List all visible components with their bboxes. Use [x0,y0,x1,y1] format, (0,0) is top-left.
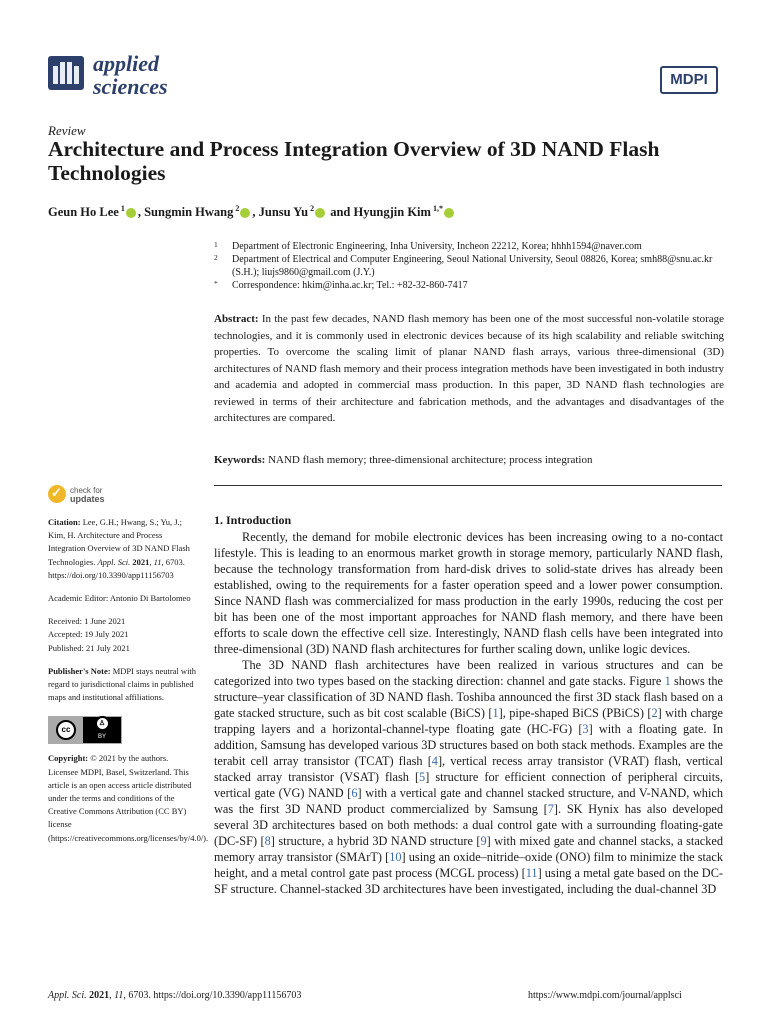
academic-editor: Academic Editor: Antonio Di Bartolomeo [48,593,191,604]
check-icon: ✓ [48,485,66,503]
author-affiliation-number: 2 [308,204,315,213]
reference-link[interactable]: 8 [264,834,271,848]
abstract-label: Abstract: [214,313,259,325]
publisher-name: MDPI [660,66,718,94]
reference-link[interactable]: 3 [582,722,589,736]
reference-link[interactable]: 2 [651,706,658,720]
abstract-text: In the past few decades, NAND flash memory has been one of the most successful non-volatile storage technologies, and it is commonly used in electronic devices because of its high scalability and reliable switching properties. To overcome the scaling limit of planar NAND flash arrays, various three-dimensional (3D) architectures of NAND flash memory and their process integration methods have been investigated in both industry and academia and adopted in commercial mass production. In this paper, 3D NAND flash technologies are reviewed in terms of their architecture and fabrication methods, and the advantages and disadvantages of the architectures are compared. [214,313,724,424]
reference-link[interactable]: 10 [389,850,402,864]
cc-by-license-badge[interactable]: cc ♙ BY [48,716,122,744]
affiliations [214,240,724,292]
author-affiliation-number: 1 [118,204,125,213]
reference-link[interactable]: 1 [492,706,499,720]
body-text [214,529,723,897]
author-name: Hyungjin Kim [353,205,431,220]
author-name: Sungmin Hwang [144,205,234,220]
article-title: Architecture and Process Integration Overview of 3D NAND Flash Technologies [48,137,660,185]
orcid-icon[interactable] [240,208,250,218]
journal-url-link[interactable]: https://www.mdpi.com/journal/applsci [528,990,682,1001]
keywords [214,452,724,468]
article-type: Review [48,123,86,138]
section-heading: 1. Introduction [214,513,292,527]
orcid-icon[interactable] [126,208,136,218]
divider [214,485,722,486]
keywords-text: NAND flash memory; three-dimensional architecture; process integration [268,454,593,466]
author-affiliation-number: 2 [233,204,240,213]
reference-link[interactable]: 5 [419,770,426,784]
reference-link[interactable]: 7 [547,802,554,816]
affiliation-item: 2 Department of Electrical and Computer Engineering, Seoul National University, Seoul 08826, Korea; smh88@snu.ac.kr (S.H.); liujs9860@gmail.com (J.Y.) [214,253,713,278]
journal-name: applied sciences [93,51,168,99]
paragraph: Recently, the demand for mobile electronic devices has been increasing owing to a no-contact lifestyle. This is leading to an enormous market growth in storage memory, particularly NAND flash, because the technology transformation from hard-disk drives to solid-state drives has already been established, owing to the requirements for a faster operation speed and a lower power consumption. Since NAND flash was commercialized for mass production in the early 1990s, reducing the cost per bit has been one of the most important approaches for NAND flash memory, and there have been efforts to scale down the effective cell size. Interestingly, NAND flash cells have been integrated into three-dimensional (3D) NAND flash architectures for further scaling down, unlike logic devices. [214,530,723,656]
reference-link[interactable]: 4 [431,754,438,768]
author-list: Geun Ho Lee $^1$ , Sungmin Hwang $^2$ , Junsu Yu $^2$ and Hyungjin Kim $^{1,*}$ [48,204,456,220]
sidebar-info [48,516,209,855]
paragraph: The 3D NAND flash architectures have been realized in various structures and can be categorized into two types based on the stacking direction: channel and gate stacks. Figure 1 shows the structure–year classification of 3D NAND flash. Toshiba announced the first 3D stack flash based on a gate stacked structure, such as bit cost scalable (BiCS) [1], pipe-shaped BiCS (PBiCS) [2] with charge trapping layers and a horizontal-channel-type floating gate (HC-FG) [3] with a floating gate. In addition, Samsung has developed various 3D structures based on both stack methods. Examples are the terabit cell array transistor (TCAT) flash [4], vertical recess array transistor (VRAT) flash, vertical stacked array transistor (VSAT) flash [5] structure for efficient connection of peripheral circuits, vertical gate (VG) NAND [6] with a vertical gate and channel stacked structure, and V-NAND, which was the first 3D NAND product commercialized by Samsung [7]. SK Hynix has also developed several 3D architectures based on both methods: a dual control gate with a surrounding floating-gate (DC-SF) [8] structure, a hybrid 3D NAND structure [9] with mixed gate and channel stacks, a stacked memory array transistor (SMArT) [10] using an oxide–nitride–oxide (ONO) film to minimize the stack height, and a metal control gate past process (MCGL process) [11] using a metal gate based on the DC-SF structure. Channel-stacked 3D architectures have been investigated, including the dual-channel 3D [214,658,724,896]
reference-link[interactable]: 1 [664,674,671,688]
citation: Citation: Lee, G.H.; Hwang, S.; Yu, J.; Kim, H. Architecture and Process Integration Overview of 3D NAND Flash Technologies. Appl. Sci. 2021, 11, 6703. https://doi.org/10.3390/app11156703 [48,517,190,580]
publisher-logo [660,66,718,94]
author-name: Junsu Yu [258,205,309,220]
orcid-icon[interactable] [444,208,454,218]
dates: Received: 1 June 2021 Accepted: 19 July 2021 Published: 21 July 2021 [48,616,130,653]
publisher-note: Publisher's Note: MDPI stays neutral with regard to jurisdictional claims in published maps and institutional affiliations. [48,665,197,703]
copyright: Copyright: © 2021 by the authors. Licensee MDPI, Basel, Switzerland. This article is an open access article distributed under the terms and conditions of the Creative Commons Attribution (CC BY) license (https://creativecommons.org/licenses/by/4.0/). [48,753,209,843]
author-affiliation-number: 1,* [430,204,443,213]
author-name: Geun Ho Lee [48,205,119,220]
footer-citation: Appl. Sci. 2021, 11, 6703. https://doi.org/10.3390/app11156703 [48,990,302,1001]
affiliation-item: 1 Department of Electronic Engineering, Inha University, Incheon 22212, Korea; hhhh1594@naver.com [214,240,642,252]
person-icon: ♙ [95,716,110,731]
journal-logo-icon [48,56,84,90]
reference-link[interactable]: 11 [525,866,538,880]
orcid-icon[interactable] [315,208,325,218]
abstract [214,311,724,427]
cc-icon: cc [56,720,76,740]
keywords-label: Keywords: [214,454,266,466]
affiliation-item: * Correspondence: hkim@inha.ac.kr; Tel.: +82-32-860-7417 [214,279,468,291]
reference-link[interactable]: 6 [351,786,358,800]
reference-link[interactable]: 9 [480,834,487,848]
